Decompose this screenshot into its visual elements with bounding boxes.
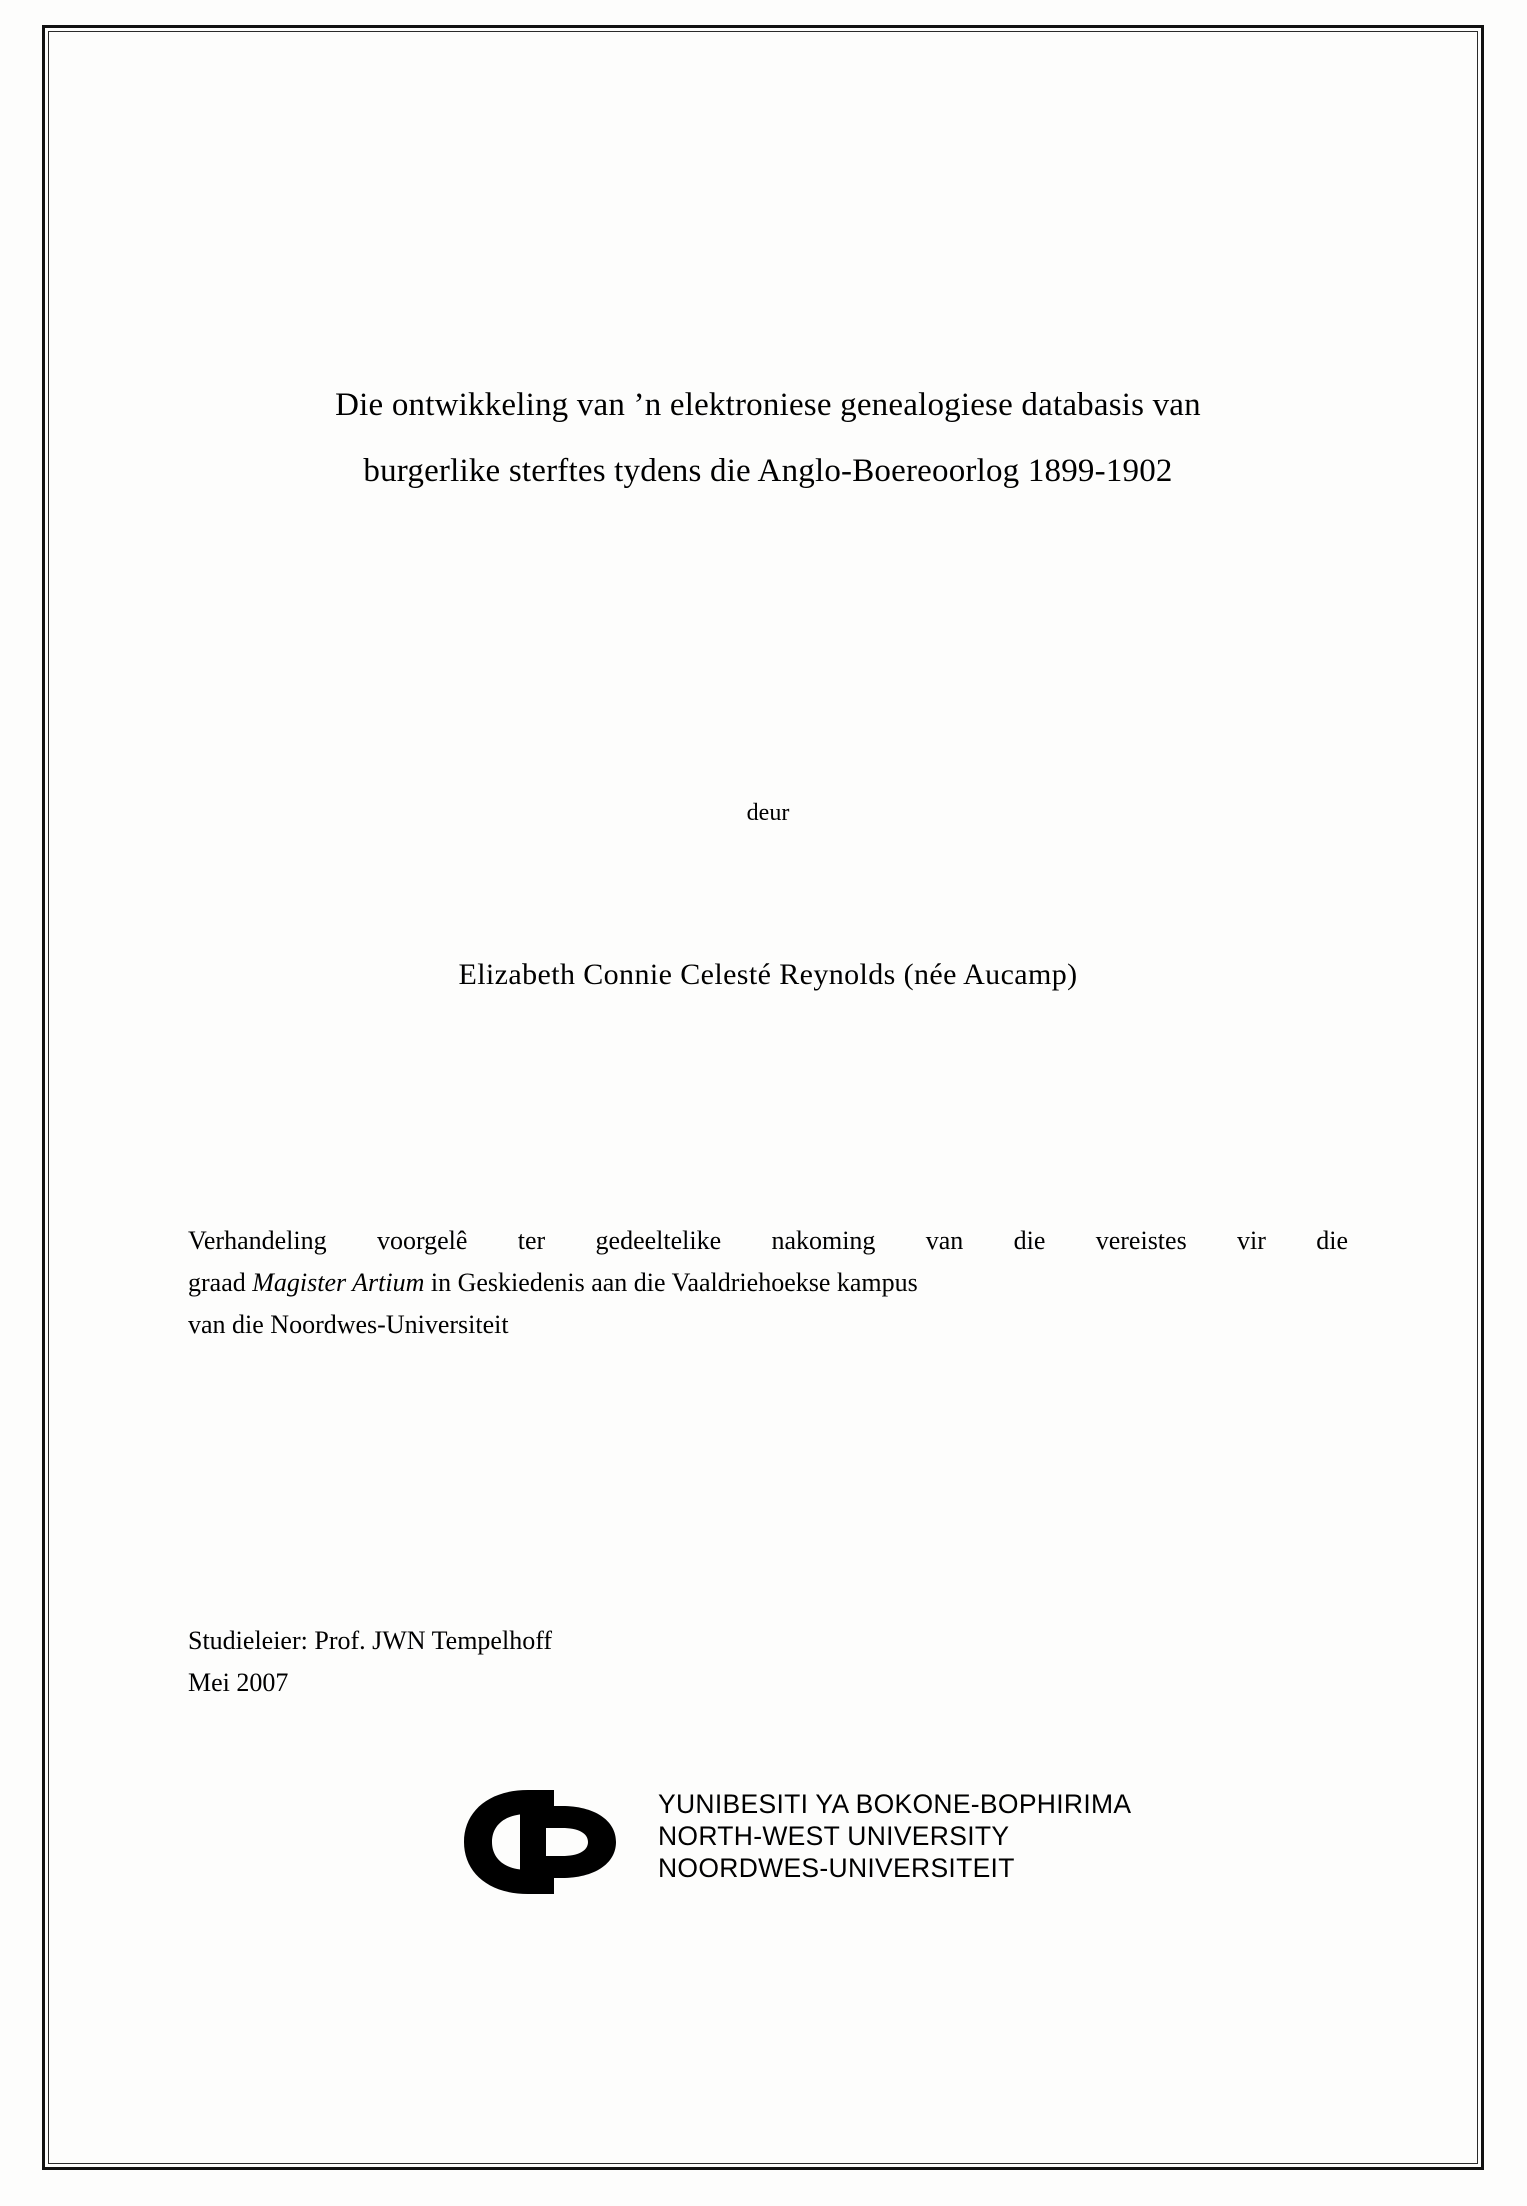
north-west-university-logo-mark-icon: [458, 1786, 648, 1898]
title-line-2: burgerlike sterftes tydens die Anglo-Boereoorlog 1899-1902: [363, 453, 1173, 489]
degree-statement-line-1: Verhandeling voorgelê ter gedeeltelike nakoming van die vereistes vir die: [188, 1226, 1348, 1255]
supervisor-and-date: [188, 1620, 1348, 1704]
university-logo-text: [658, 1788, 1131, 1884]
page-title: [188, 372, 1348, 504]
logo-text-line-1: YUNIBESITI YA BOKONE-BOPHIRIMA: [658, 1789, 1132, 1819]
supervisor-line: Studieleier: Prof. JWN Tempelhoff: [188, 1626, 553, 1655]
title-page-content: [188, 0, 1348, 2206]
date-line: Mei 2007: [188, 1668, 289, 1697]
title-line-1: Die ontwikkeling van ’n elektroniese genealogiese databasis van: [335, 387, 1201, 423]
degree-name-italic: Magister Artium: [252, 1268, 425, 1297]
logo-text-line-3: NOORDWES-UNIVERSITEIT: [658, 1853, 1015, 1883]
degree-statement-line-2-pre: graad: [188, 1268, 253, 1297]
degree-statement-line-2-post: in Geskiedenis aan die Vaaldriehoekse kampus: [424, 1268, 918, 1297]
by-label: deur: [746, 800, 790, 826]
degree-statement-line-3: van die Noordwes-Universiteit: [188, 1310, 509, 1339]
logo-text-line-2: NORTH-WEST UNIVERSITY: [658, 1821, 1010, 1851]
degree-statement: [188, 1220, 1348, 1346]
degree-statement-line-2: [188, 1262, 1348, 1304]
author-name: Elizabeth Connie Celesté Reynolds (née Aucamp): [458, 958, 1078, 991]
university-logo: [458, 1780, 1178, 1910]
